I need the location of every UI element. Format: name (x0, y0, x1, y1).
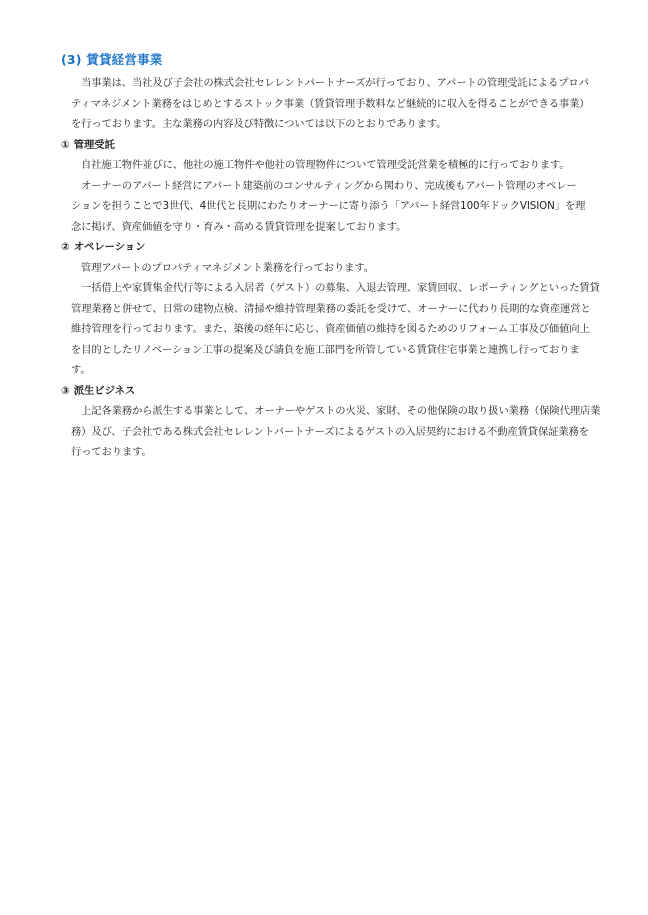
subheading-label: 派生ビジネス (73, 384, 136, 397)
intro-paragraph (61, 73, 601, 135)
subheading-label: 管理受託 (73, 138, 115, 151)
text-line: 自社施工物件並びに、他社の施工物件や他社の管理物件について管理受託営業を積極的に行っております。 (81, 159, 570, 171)
paragraph (61, 401, 601, 463)
text-line: オーナーのアパート経営にアパート建築前のコンサルティングから関わり、完成後もアパート管理のオペレー (81, 179, 577, 192)
text-line: 一括借上や家賃集金代行等による入居者（ゲスト）の募集、入退去管理、家賃回収、レポーティングといった賃貸 (81, 282, 600, 294)
text-line: 念に掲げ、資産価値を守り・育み・高める賃貸管理を提案しております。 (71, 220, 407, 233)
text-line: 務）及び、子会社である株式会社セレレントパートナーズによるゲストの入居契約における不動産賃貸保証業務を (71, 425, 589, 438)
document-body (61, 73, 601, 463)
subheading-derivative-business (61, 381, 601, 402)
text-line: を目的としたリノベーション工事の提案及び請負を施工部門を所管している賃貸住宅事業と連携し行っておりま (71, 343, 580, 356)
subheading-operation (61, 237, 601, 258)
section-title: (3) 賃貸経営事業 (61, 52, 163, 67)
subheading-management-consignment (61, 135, 601, 156)
text-line: ションを担うことで3世代、4世代と長期にわたりオーナーに寄り添う「アパート経営100年ドックVISION」を理 (71, 200, 586, 212)
text-line: 管理アパートのプロパティマネジメント業務を行っております。 (81, 261, 374, 274)
item-number: ③ (61, 384, 70, 397)
paragraph (61, 278, 601, 381)
text-line: 維持管理を行っております。また、築後の経年に応じ、資産価値の維持を図るためのリフォーム工事及び価値向上 (71, 323, 590, 335)
text-line: 管理業務と併せて、日常の建物点検、清掃や維持管理業務の委託を受けて、オーナーに代わり長期的な資産運営と (71, 302, 591, 315)
item-number: ② (61, 241, 70, 253)
text-line: 当事業は、当社及び子会社の株式会社セレレントパートナーズが行っており、アパートの管理受託によるプロパ (81, 77, 589, 89)
text-line: す。 (71, 364, 91, 376)
item-number: ① (61, 138, 70, 151)
subheading-label: オペレーション (73, 241, 146, 253)
paragraph (61, 176, 601, 238)
text-line: 上記各業務から派生する事業として、オーナーやゲストの火災、家財、その他保険の取り扱い業務（保険代理店業 (81, 405, 601, 417)
text-line: を行っております。主な業務の内容及び特徴については以下のとおりであります。 (71, 118, 447, 130)
paragraph (61, 155, 601, 176)
text-line: ティマネジメント業務をはじめとするストック事業（賃貸管理手数料など継続的に収入を得ることができる事業） (71, 97, 590, 110)
text-line: 行っております。 (71, 446, 152, 458)
paragraph (61, 258, 601, 279)
